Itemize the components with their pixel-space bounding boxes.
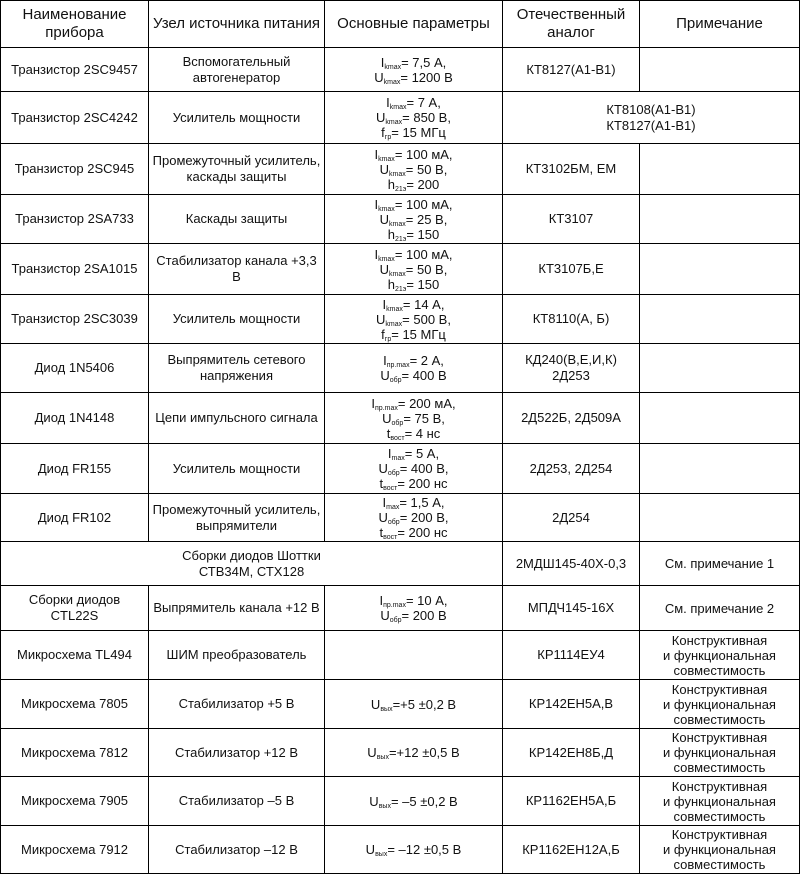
param-line	[328, 95, 499, 110]
param-subscript: обр	[389, 617, 402, 624]
name-cell: Диод FR155	[1, 444, 149, 494]
name-cell: Микросхема 7912	[1, 826, 149, 874]
analog-cell: КР142ЕН5А,В	[503, 680, 640, 729]
table-row	[1, 393, 800, 444]
param-symbol: I	[386, 95, 390, 110]
table-row	[1, 777, 800, 826]
param-symbol: I	[387, 446, 392, 461]
name-cell: Диод FR102	[1, 494, 149, 542]
name-cell: Транзистор 2SC945	[1, 144, 149, 195]
node-cell: Усилитель мощности	[149, 295, 325, 344]
param-symbol: U	[367, 745, 377, 760]
node-cell: Стабилизатор –5 В	[149, 777, 325, 826]
param-subscript: вых	[375, 851, 388, 858]
note-cell	[640, 393, 800, 444]
name-cell: Транзистор 2SC3039	[1, 295, 149, 344]
param-symbol: f	[381, 326, 385, 342]
param-symbol: U	[369, 793, 379, 809]
param-subscript: гр	[384, 134, 392, 141]
param-subscript: kmax	[389, 220, 406, 228]
param-line	[328, 327, 499, 342]
table-row	[1, 48, 800, 92]
note-cell: Конструктивная и функциональная совместимость	[640, 777, 800, 826]
param-line	[328, 510, 499, 525]
analog-cell: 2Д522Б, 2Д509А	[503, 393, 640, 444]
param-value: = 850 В,	[402, 110, 451, 125]
param-value: = 7 А,	[406, 95, 441, 110]
params-cell	[325, 680, 503, 729]
param-value: = 1,5 А,	[399, 495, 445, 510]
param-value: = 15 МГц	[391, 125, 446, 140]
param-symbol: U	[374, 69, 384, 85]
analog-cell: КТ8110(А, Б)	[503, 295, 640, 344]
param-subscript: обр	[391, 419, 404, 427]
param-value: = 200 нс	[397, 476, 448, 491]
param-subscript: вост	[383, 485, 398, 492]
name-cell: Транзистор 2SA733	[1, 195, 149, 244]
param-subscript: вост	[390, 434, 405, 442]
node-cell: Цепи импульсного сигнала	[149, 393, 325, 444]
param-subscript: 21э	[394, 185, 407, 193]
param-line	[328, 368, 499, 383]
table-row	[1, 344, 800, 393]
node-cell: ШИМ преобразователь	[149, 631, 325, 680]
name-cell: Транзистор 2SA1015	[1, 244, 149, 295]
param-subscript: kmax	[383, 78, 401, 86]
param-subscript: max	[391, 455, 405, 462]
note-cell	[640, 48, 800, 92]
param-subscript: kmax	[389, 170, 406, 178]
params-cell	[325, 244, 503, 295]
param-subscript: пр.max	[375, 404, 398, 412]
node-cell: Стабилизатор –12 В	[149, 826, 325, 874]
param-symbol: U	[370, 696, 381, 712]
name-cell: Сборки диодов CTL22S	[1, 586, 149, 631]
header-note: Примечание	[640, 1, 800, 48]
param-subscript: вых	[376, 754, 389, 761]
param-value: = 150	[406, 276, 440, 292]
param-value: = 100 мА,	[394, 246, 453, 262]
name-cell: Диод 1N5406	[1, 344, 149, 393]
param-line	[328, 177, 499, 192]
analog-cell: КТ8127(А1-В1)	[503, 48, 640, 92]
analog-cell: 2Д253, 2Д254	[503, 444, 640, 494]
params-cell	[325, 729, 503, 777]
param-symbol: h	[387, 176, 395, 192]
param-line	[328, 396, 499, 411]
param-line	[328, 227, 499, 242]
param-symbol: I	[374, 196, 379, 212]
param-subscript: kmax	[385, 320, 403, 328]
param-line	[328, 55, 499, 70]
header-row	[1, 1, 800, 48]
param-value: = 150	[406, 226, 440, 242]
params-cell	[325, 826, 503, 874]
analog-cell: 2Д254	[503, 494, 640, 542]
analog-cell: КТ3107	[503, 195, 640, 244]
node-cell: Усилитель мощности	[149, 444, 325, 494]
params-cell	[325, 48, 503, 92]
params-cell	[325, 631, 503, 680]
param-value: = 200	[406, 176, 440, 192]
param-value: = 2 А,	[409, 353, 444, 368]
param-symbol: U	[378, 510, 388, 525]
param-symbol: I	[382, 296, 387, 312]
header-node: Узел источника питания	[149, 1, 325, 48]
param-value: = 200 В,	[399, 510, 449, 525]
param-subscript: 21э	[394, 285, 407, 293]
param-subscript: обр	[387, 470, 400, 477]
param-line	[328, 125, 499, 140]
node-cell: Стабилизатор канала +3,3 В	[149, 244, 325, 295]
param-line	[328, 297, 499, 312]
param-line	[328, 446, 499, 461]
note-cell	[640, 444, 800, 494]
param-line	[328, 476, 499, 491]
header-analog: Отечественный аналог	[503, 1, 640, 48]
param-symbol: t	[379, 476, 384, 491]
note-cell: См. примечание 1	[640, 542, 800, 586]
name-cell: Диод 1N4148	[1, 393, 149, 444]
param-line	[328, 212, 499, 227]
param-value: = 100 мА,	[394, 196, 453, 212]
analog-cell: КР1162ЕН12А,Б	[503, 826, 640, 874]
param-symbol: U	[382, 410, 392, 426]
param-symbol: I	[380, 54, 385, 70]
node-cell: Вспомогательный автогенератор	[149, 48, 325, 92]
header-params: Основные параметры	[325, 1, 503, 48]
param-value: = 4 нс	[404, 425, 441, 441]
param-value: = 25 В,	[405, 211, 448, 227]
param-line	[328, 70, 499, 85]
param-line	[328, 162, 499, 177]
table-row	[1, 444, 800, 494]
param-subscript: kmax	[378, 155, 395, 163]
table-row	[1, 92, 800, 144]
param-symbol: U	[380, 608, 390, 623]
param-value: = 400 В	[401, 368, 447, 383]
param-line	[328, 262, 499, 277]
param-value: = 7,5 А,	[401, 54, 447, 70]
note-cell	[640, 195, 800, 244]
param-value: =+12 ±0,5 В	[388, 745, 460, 760]
analog-cell: КТ3107Б,Е	[503, 244, 640, 295]
param-line	[328, 745, 499, 760]
params-cell	[325, 295, 503, 344]
params-cell	[325, 195, 503, 244]
param-line	[328, 147, 499, 162]
param-value: = 100 мА,	[394, 146, 453, 162]
param-line	[328, 842, 499, 857]
note-cell: См. примечание 2	[640, 586, 800, 631]
param-symbol: U	[376, 311, 386, 327]
param-value: = 500 В,	[402, 311, 451, 327]
table-row	[1, 542, 800, 586]
param-line	[328, 794, 499, 809]
analog-cell: МПДЧ145-16Х	[503, 586, 640, 631]
param-subscript: гр	[384, 335, 392, 343]
param-symbol: I	[379, 593, 384, 608]
param-symbol: f	[381, 125, 385, 140]
param-subscript: вых	[378, 802, 391, 810]
name-cell: Микросхема TL494	[1, 631, 149, 680]
analog-cell: КР1114ЕУ4	[503, 631, 640, 680]
param-line	[328, 411, 499, 426]
param-line	[328, 247, 499, 262]
table-row	[1, 631, 800, 680]
node-cell: Усилитель мощности	[149, 92, 325, 144]
node-cell: Промежуточный усилитель, выпрямители	[149, 494, 325, 542]
param-value: = 75 В,	[403, 410, 445, 426]
param-value: = –5 ±0,2 В	[390, 793, 458, 809]
param-subscript: обр	[389, 377, 402, 384]
param-line	[328, 697, 499, 712]
analog-cell: КР1162ЕН5А,Б	[503, 777, 640, 826]
param-subscript: kmax	[385, 119, 403, 126]
param-symbol: U	[380, 368, 390, 383]
param-subscript: max	[386, 504, 400, 511]
param-symbol: U	[378, 461, 388, 476]
param-subscript: kmax	[386, 305, 403, 313]
param-subscript: вост	[383, 534, 398, 541]
param-symbol: U	[365, 842, 376, 857]
param-symbol: U	[379, 161, 390, 177]
note-cell	[640, 295, 800, 344]
param-subscript: 21э	[394, 235, 407, 243]
param-symbol: U	[379, 261, 390, 277]
param-subscript: пр.max	[383, 602, 406, 609]
param-symbol: I	[383, 353, 387, 368]
note-cell: Конструктивная и функциональная совместимость	[640, 680, 800, 729]
param-value: = 50 В,	[405, 161, 448, 177]
params-cell	[325, 586, 503, 631]
param-value: = 1200 В	[400, 69, 453, 85]
param-subscript: kmax	[384, 63, 402, 71]
params-cell	[325, 144, 503, 195]
param-symbol: U	[379, 211, 390, 227]
merged-label-cell: Сборки диодов Шоттки СТВ34М, СТХ128	[1, 542, 503, 586]
param-symbol: I	[371, 395, 376, 411]
param-value: = 400 В,	[399, 461, 449, 476]
table-row	[1, 195, 800, 244]
note-cell	[640, 244, 800, 295]
note-cell	[640, 144, 800, 195]
params-cell	[325, 777, 503, 826]
param-value: =+5 ±0,2 В	[392, 696, 457, 712]
node-cell: Промежуточный усилитель, каскады защиты	[149, 144, 325, 195]
param-value: = 200 В	[401, 608, 447, 623]
name-cell: Микросхема 7812	[1, 729, 149, 777]
param-subscript: kmax	[389, 270, 406, 278]
param-line	[328, 110, 499, 125]
table-row	[1, 144, 800, 195]
analog-cell: КТ8108(А1-В1) КТ8127(А1-В1)	[503, 92, 800, 144]
param-value: = 200 нс	[397, 525, 448, 540]
params-cell	[325, 344, 503, 393]
table-row	[1, 295, 800, 344]
param-symbol: t	[386, 425, 391, 441]
param-value: = 15 МГц	[391, 326, 446, 342]
param-line	[328, 495, 499, 510]
param-subscript: kmax	[378, 205, 395, 213]
node-cell: Выпрямитель сетевого напряжения	[149, 344, 325, 393]
param-subscript: обр	[387, 519, 400, 526]
param-symbol: h	[387, 226, 395, 242]
param-line	[328, 353, 499, 368]
table-row	[1, 244, 800, 295]
table-row	[1, 494, 800, 542]
params-cell	[325, 92, 503, 144]
note-cell: Конструктивная и функциональная совместимость	[640, 729, 800, 777]
analog-cell: КР142ЕН8Б,Д	[503, 729, 640, 777]
param-value: = 5 А,	[404, 446, 440, 461]
node-cell: Стабилизатор +12 В	[149, 729, 325, 777]
param-subscript: kmax	[378, 255, 395, 263]
table-body	[1, 48, 800, 874]
header-name: Наименование прибора	[1, 1, 149, 48]
note-cell	[640, 344, 800, 393]
analog-cell: КД240(В,Е,И,К) 2Д253	[503, 344, 640, 393]
params-cell	[325, 494, 503, 542]
param-symbol: h	[387, 276, 395, 292]
param-line	[328, 277, 499, 292]
param-line	[328, 426, 499, 441]
param-value: = 10 А,	[405, 593, 448, 608]
note-cell: Конструктивная и функциональная совместимость	[640, 826, 800, 874]
param-line	[328, 197, 499, 212]
node-cell: Каскады защиты	[149, 195, 325, 244]
param-line	[328, 608, 499, 623]
param-value: = 50 В,	[405, 261, 448, 277]
param-value: = –12 ±0,5 В	[387, 842, 462, 857]
table-row	[1, 586, 800, 631]
param-line	[328, 525, 499, 540]
node-cell: Выпрямитель канала +12 В	[149, 586, 325, 631]
name-cell: Транзистор 2SC9457	[1, 48, 149, 92]
analog-cell: КТ3102БМ, ЕМ	[503, 144, 640, 195]
param-line	[328, 593, 499, 608]
note-cell	[640, 494, 800, 542]
name-cell: Микросхема 7905	[1, 777, 149, 826]
table-row	[1, 729, 800, 777]
param-value: = 14 А,	[402, 296, 445, 312]
table-row	[1, 826, 800, 874]
params-cell	[325, 444, 503, 494]
param-line	[328, 461, 499, 476]
note-cell: Конструктивная и функциональная совместимость	[640, 631, 800, 680]
param-subscript: вых	[380, 705, 393, 713]
analog-cell: 2МДШ145-40Х-0,3	[503, 542, 640, 586]
node-cell: Стабилизатор +5 В	[149, 680, 325, 729]
param-subscript: kmax	[389, 104, 407, 111]
param-symbol: I	[374, 246, 379, 262]
params-cell	[325, 393, 503, 444]
param-symbol: U	[376, 110, 386, 125]
param-symbol: t	[379, 525, 384, 540]
param-symbol: I	[382, 495, 387, 510]
param-symbol: I	[374, 146, 379, 162]
param-line	[328, 312, 499, 327]
table-row	[1, 680, 800, 729]
name-cell: Транзистор 2SC4242	[1, 92, 149, 144]
param-value: = 200 мА,	[397, 395, 456, 411]
name-cell: Микросхема 7805	[1, 680, 149, 729]
param-subscript: пр.max	[386, 362, 410, 369]
